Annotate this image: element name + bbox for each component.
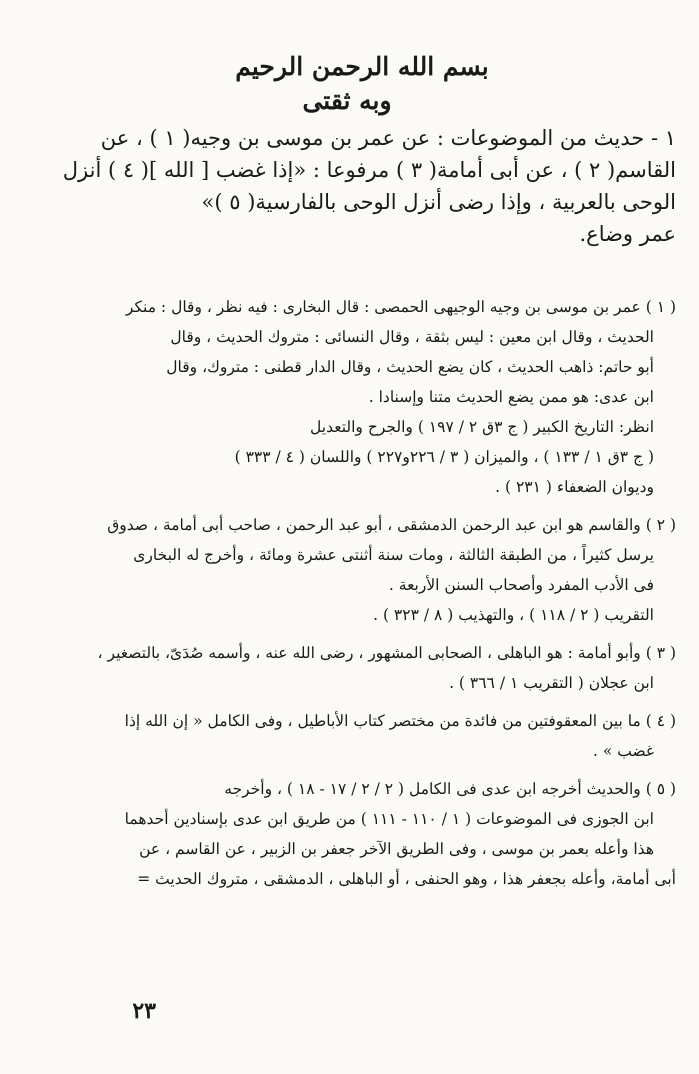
footnote-line: ابن عدى: هو ممن يضع الحديث متنا وإسنادا . bbox=[368, 388, 654, 406]
footnote-5 bbox=[48, 774, 676, 894]
footnote-2 bbox=[48, 510, 676, 630]
footnote-line: انظر: التاريخ الكبير ( ج ٣ق ٢ / ١٩٧ ) والجرح والتعديل bbox=[310, 418, 654, 436]
footnote-line: هذا وأعله بعمر بن موسى ، وفى الطريق الآخر جعفر بن الزبير ، عن القاسم ، عن bbox=[139, 840, 654, 858]
footnote-line: ابن عجلان ( التقريب ١ / ٣٦٦ ) . bbox=[449, 674, 654, 692]
hadith-text bbox=[48, 122, 676, 250]
footnote-line: غضب » . bbox=[592, 742, 654, 760]
footnote-4 bbox=[48, 706, 676, 766]
hadith-line: الوحى بالعربية ، وإذا رضى أنزل الوحى بالفارسية( ٥ )» bbox=[201, 190, 676, 214]
footnote-line: أبى أمامة، وأعله بجعفر هذا ، وهو الحنفى ، أو الباهلى ، الدمشقى ، متروك الحديث = bbox=[137, 870, 676, 888]
subtitle-heading: وبه ثقتى bbox=[302, 86, 392, 115]
footnote-line: ( ٢ ) والقاسم هو ابن عبد الرحمن الدمشقى ، أبو عبد الرحمن ، صاحب أبى أمامة ، صدوق bbox=[107, 516, 676, 534]
hadith-line: القاسم( ٢ ) ، عن أبى أمامة( ٣ ) مرفوعا : «إذا غضب [ الله ]( ٤ ) أنزل bbox=[62, 158, 676, 182]
footnote-line: التقريب ( ٢ / ١١٨ ) ، والتهذيب ( ٨ / ٣٢٣ ) . bbox=[373, 606, 654, 624]
hadith-line: ١ - حديث من الموضوعات : عن عمر بن موسى بن وجيه( ١ ) ، عن bbox=[100, 126, 676, 150]
page-number: ٢٣ bbox=[132, 998, 156, 1024]
footnote-line: ( ٤ ) ما بين المعقوفتين من فائدة من مختصر كتاب الأباطيل ، وفى الكامل « إن الله إذا bbox=[124, 712, 676, 730]
footnote-line: فى الأدب المفرد وأصحاب السنن الأربعة . bbox=[388, 576, 654, 594]
footnote-line: ( ١ ) عمر بن موسى بن وجيه الوجيهى الحمصى : قال البخارى : فيه نظر ، وقال : منكر bbox=[125, 298, 676, 316]
book-page bbox=[48, 50, 676, 1050]
footnote-line: ابن الجوزى فى الموضوعات ( ١ / ١١٠ - ١١١ ) من طريق ابن عدى بإسنادين أحدهما bbox=[124, 810, 654, 828]
footnote-line: ( ج ٣ق ١ / ١٣٣ ) ، والميزان ( ٣ / ٢٢٦و٢٢٧ ) واللسان ( ٤ / ٣٣٣ ) bbox=[234, 448, 654, 466]
footnote-line: يرسل كثيراً ، من الطبقة الثالثة ، ومات سنة أثنتى عشرة ومائة ، وأخرج له البخارى bbox=[133, 546, 654, 564]
footnote-1 bbox=[48, 292, 676, 502]
footnote-3 bbox=[48, 638, 676, 698]
footnote-line: الحديث ، وقال ابن معين : ليس بثقة ، وقال النسائى : متروك الحديث ، وقال bbox=[170, 328, 654, 346]
footnote-line: وديوان الضعفاء ( ٢٣١ ) . bbox=[495, 478, 654, 496]
basmala-heading: بسم الله الرحمن الرحيم bbox=[235, 52, 489, 81]
footnote-line: ( ٣ ) وأبو أمامة : هو الباهلى ، الصحابى المشهور ، رضى الله عنه ، وأسمه صُدَىّ، بالتصغير ، bbox=[97, 644, 676, 662]
hadith-line: عمر وضاع. bbox=[579, 222, 676, 246]
footnote-line: ( ٥ ) والحديث أخرجه ابن عدى فى الكامل ( ٢ / ٢ / ١٧ - ١٨ ) ، وأخرجه bbox=[224, 780, 676, 798]
footnote-line: أبو حاتم: ذاهب الحديث ، كان يضع الحديث ، وقال الدار قطنى : متروك، وقال bbox=[166, 358, 654, 376]
footnotes-section bbox=[48, 292, 676, 894]
